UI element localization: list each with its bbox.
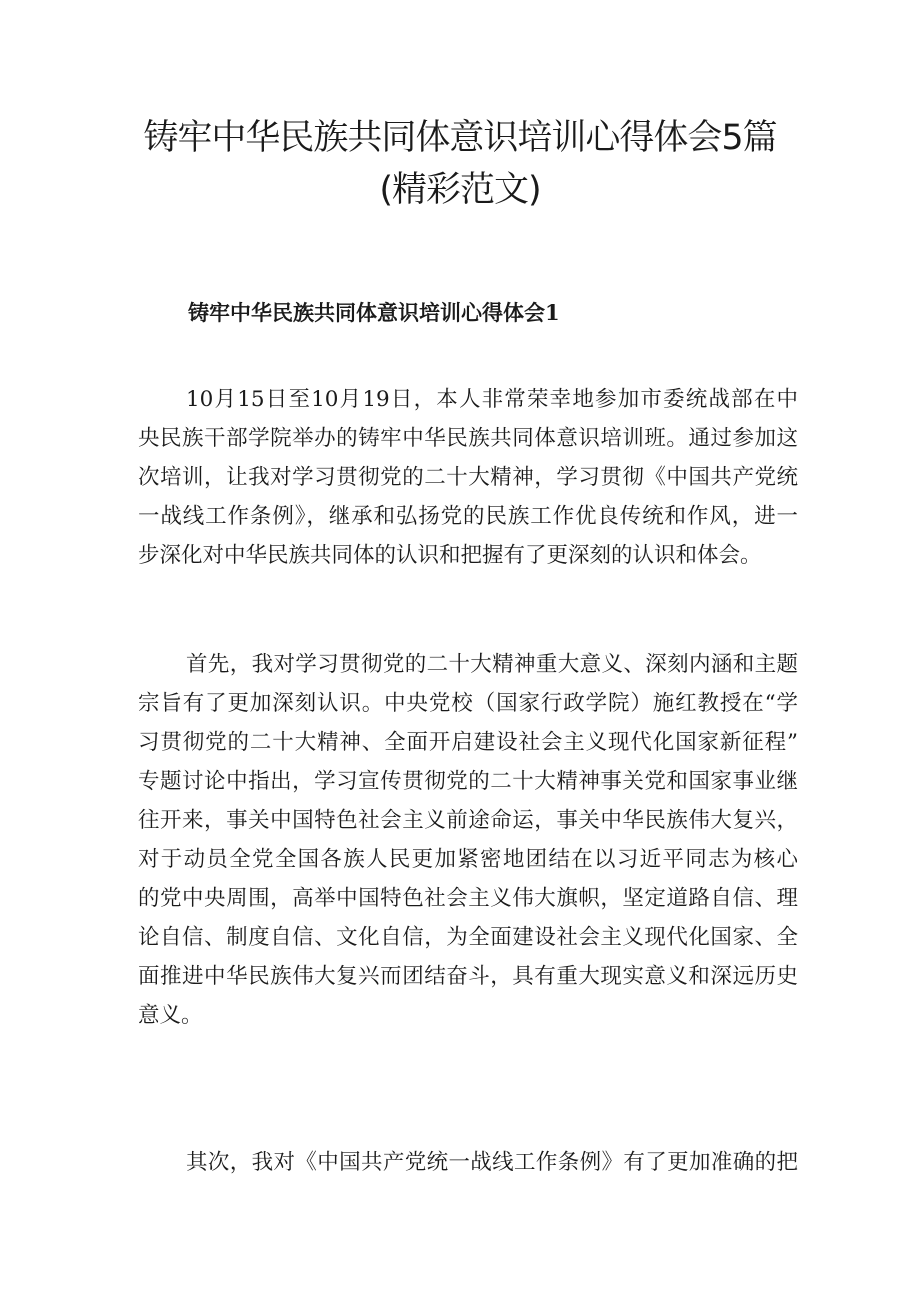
paragraph-line: 央民族干部学院举办的铸牢中华民族共同体意识培训班。通过参加这 [138,426,798,451]
paragraph-line: 对于动员全党全国各族人民更加紧密地团结在以习近平同志为核心 [138,847,798,872]
paragraph-line: 意义。 [138,1003,203,1028]
paragraph-line: 一战线工作条例》，继承和弘扬党的民族工作优良传统和作风，进一 [138,504,798,529]
paragraph-line: 习贯彻党的二十大精神、全面开启建设社会主义现代化国家新征程” [138,730,798,755]
paragraph-line: 次培训，让我对学习贯彻党的二十大精神，学习贯彻《中国共产党统 [138,465,798,490]
paragraph-line: 论自信、制度自信、文化自信，为全面建设社会主义现代化国家、全 [138,925,798,950]
section-heading: 铸牢中华民族共同体意识培训心得体会1 [188,300,560,325]
paragraph-line: 其次，我对《中国共产党统一战线工作条例》有了更加准确的把 [186,1150,798,1175]
paragraph-3 [138,1143,798,1182]
document-title-line-2: (精彩范文) [379,170,541,210]
paragraph-line: 步深化对中华民族共同体的认识和把握有了更深刻的认识和体会。 [138,543,762,568]
paragraph-line: 专题讨论中指出，学习宣传贯彻党的二十大精神事关党和国家事业继 [138,769,798,794]
document-title-line-1: 铸牢中华民族共同体意识培训心得体会5篇 [143,118,777,158]
paragraph-2 [138,645,798,1035]
paragraph-1 [138,380,798,575]
paragraph-line: 宗旨有了更加深刻认识。中央党校（国家行政学院）施红教授在“学 [138,691,798,716]
paragraph-line: 往开来，事关中国特色社会主义前途命运，事关中华民族伟大复兴， [138,808,798,833]
paragraph-line: 面推进中华民族伟大复兴而团结奋斗，具有重大现实意义和深远历史 [138,964,798,989]
paragraph-line: 首先，我对学习贯彻党的二十大精神重大意义、深刻内涵和主题 [186,652,798,677]
paragraph-line: 10月15日至10月19日，本人非常荣幸地参加市委统战部在中 [186,387,798,412]
paragraph-line: 的党中央周围，高举中国特色社会主义伟大旗帜，坚定道路自信、理 [138,886,798,911]
